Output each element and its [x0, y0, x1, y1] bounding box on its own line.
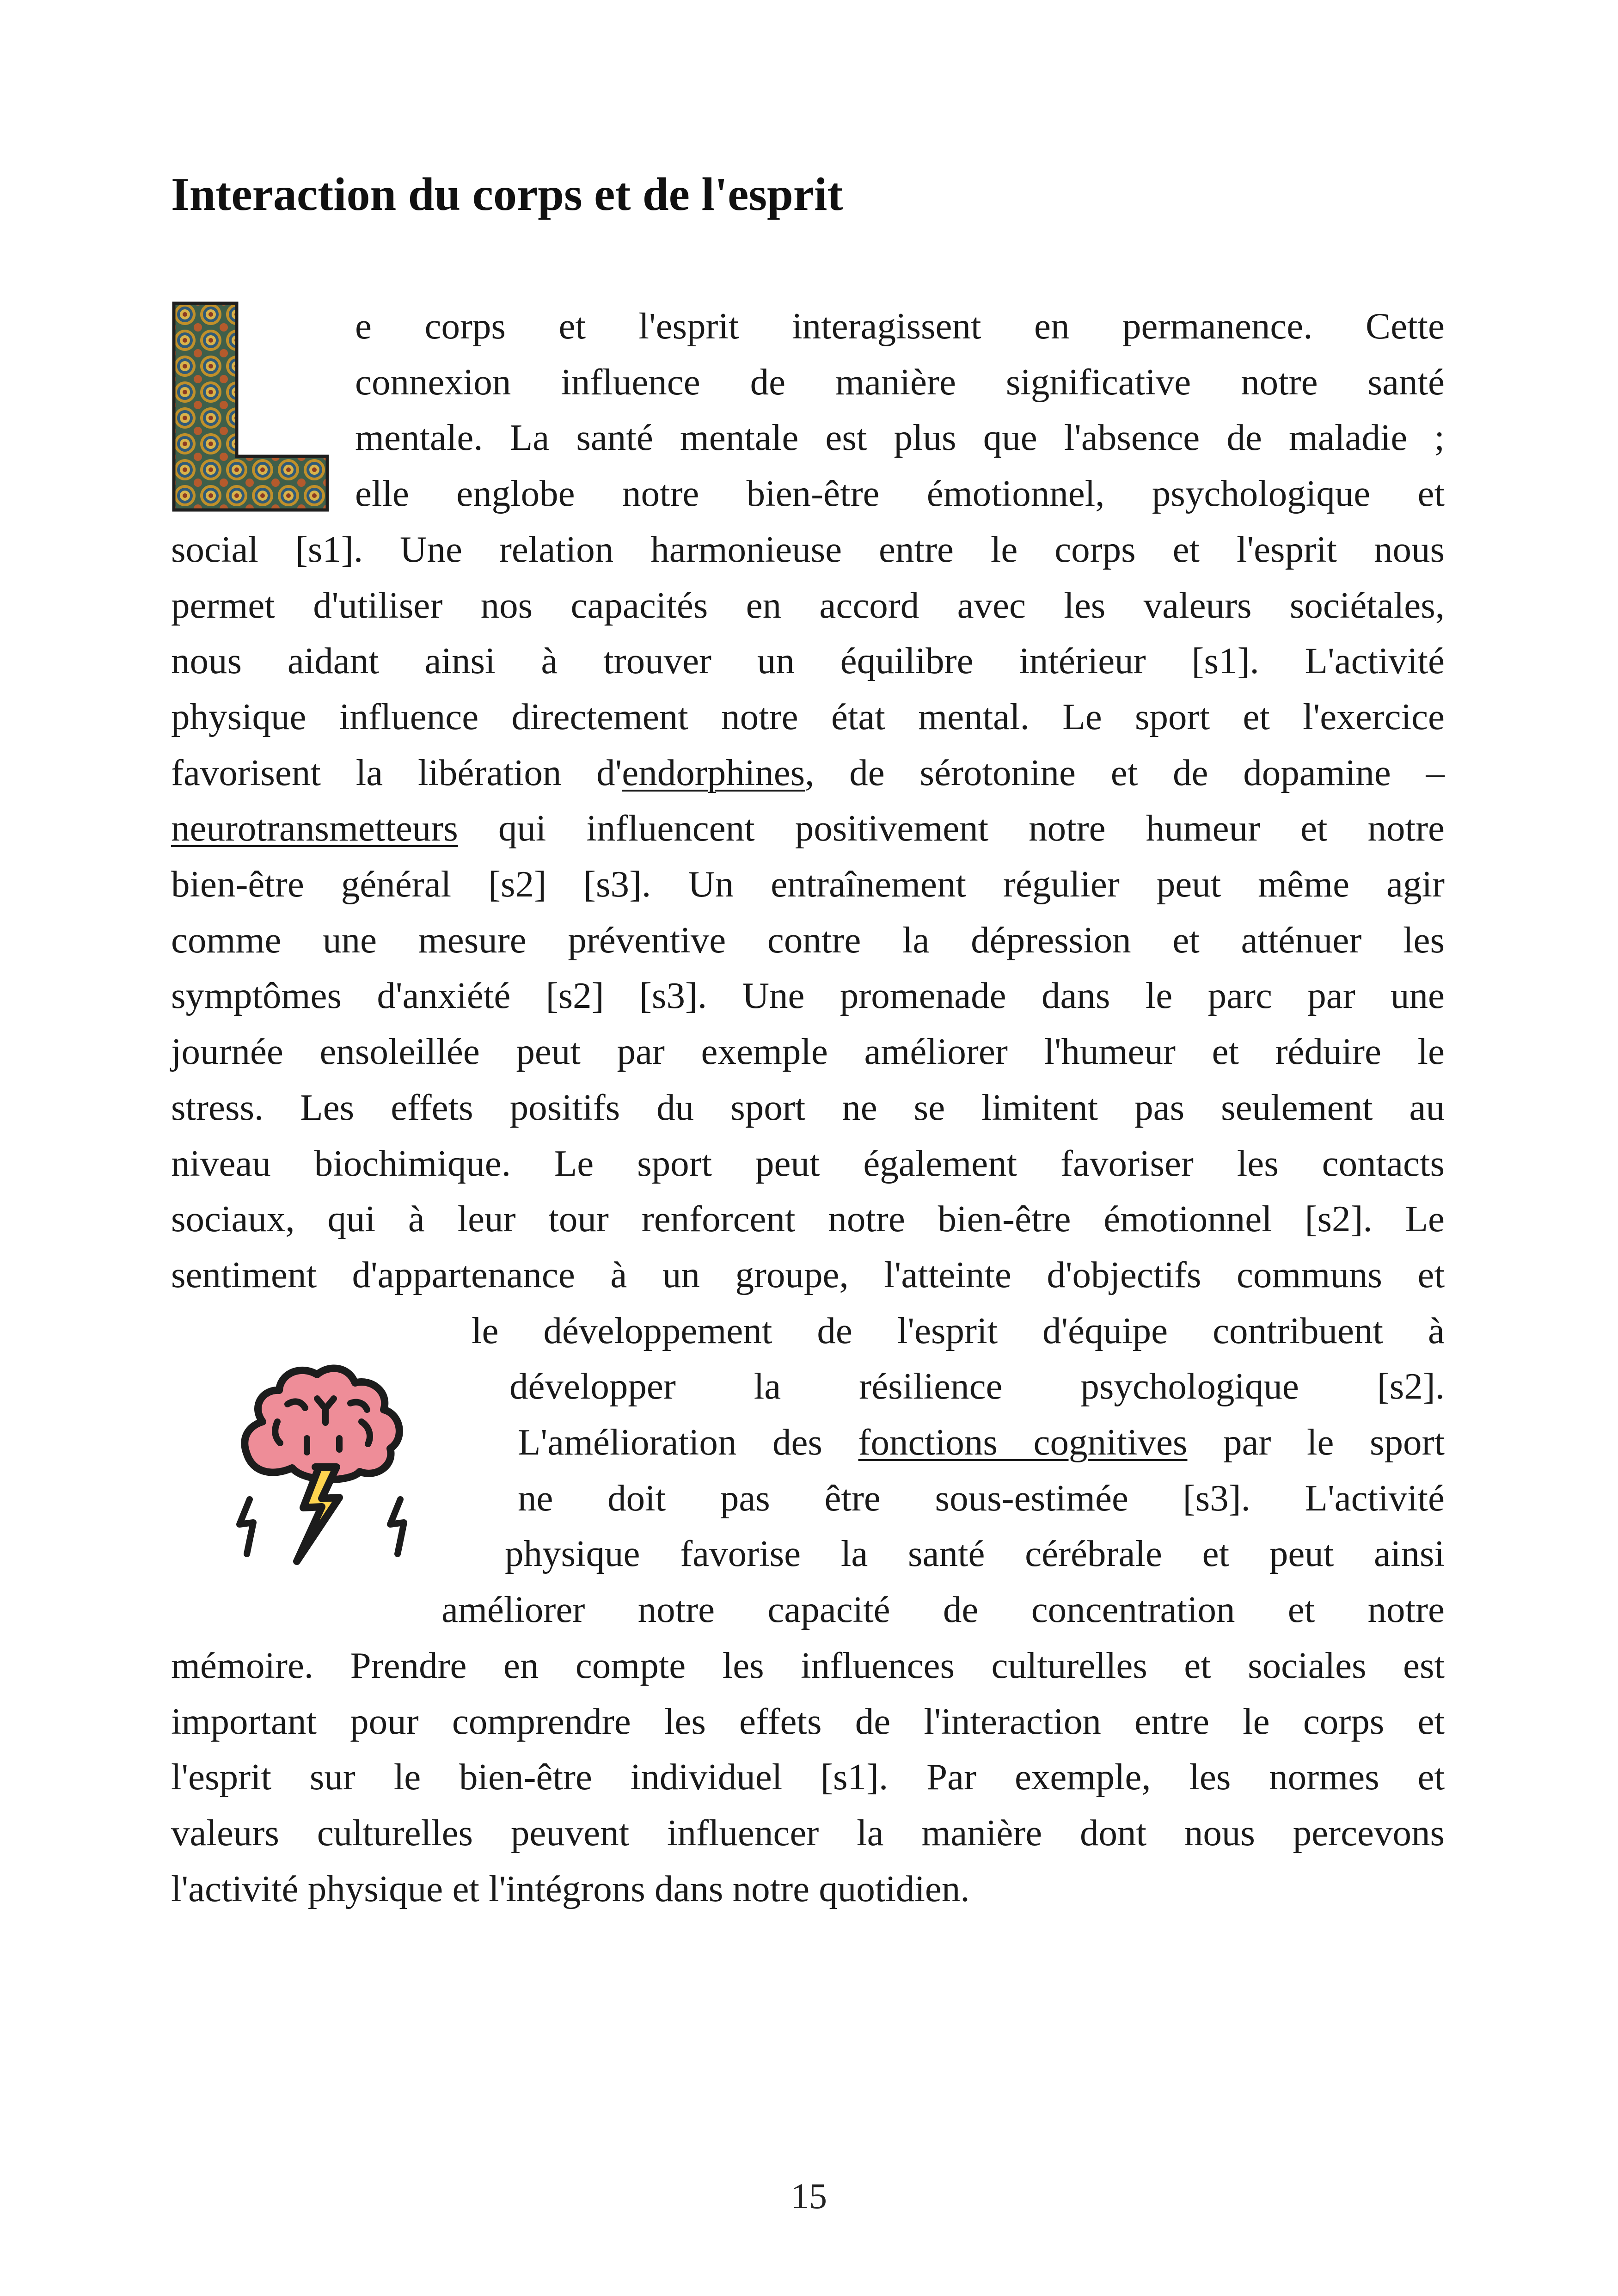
page-title: Interaction du corps et de l'esprit — [171, 168, 843, 221]
body-line — [171, 749, 1445, 796]
body-line — [171, 638, 1445, 684]
body-text-run: L'amélioration des — [518, 1421, 858, 1463]
body-line — [171, 805, 1445, 851]
body-text-run: améliorer notre capacité de concentration et notre — [441, 1589, 1445, 1630]
body-text-run: mentale. La santé mentale est plus que l'absence de maladie ; — [355, 417, 1445, 458]
body-text-run: développer la résilience psychologique [s2]. — [509, 1365, 1445, 1407]
body-text-run: e corps et l'esprit interagissent en permanence. Cette — [355, 305, 1445, 347]
body-line — [171, 1140, 1445, 1186]
body-text-run: social [s1]. Une relation harmonieuse entre le corps et l'esprit nous — [171, 528, 1445, 570]
body-line — [355, 303, 1445, 349]
body-text-run: le développement de l'esprit d'équipe contribuent à — [472, 1310, 1445, 1351]
body-text-run: comme une mesure préventive contre la dépression et atténuer les — [171, 919, 1445, 961]
body-text-run: favorisent la libération d' — [171, 752, 622, 793]
body-line — [518, 1419, 1445, 1465]
body-line — [171, 1028, 1445, 1074]
body-line — [171, 1810, 1445, 1856]
body-line — [171, 861, 1445, 907]
body-line — [171, 917, 1445, 963]
page-number: 15 — [791, 2176, 827, 2216]
body-text-run: physique favorise la santé cérébrale et peut ainsi — [505, 1533, 1445, 1574]
body-line — [171, 526, 1445, 572]
body-line — [171, 1698, 1445, 1744]
underlined-term: neurotransmetteurs — [171, 807, 458, 849]
body-text-run: niveau biochimique. Le sport peut également favoriser les contacts — [171, 1142, 1445, 1184]
body-line — [171, 972, 1445, 1019]
body-text-run: stress. Les effets positifs du sport ne se limitent pas seulement au — [171, 1087, 1445, 1128]
body-text-run: sentiment d'appartenance à un groupe, l'atteinte d'objectifs communs et — [171, 1254, 1445, 1295]
body-line — [171, 1642, 1445, 1688]
body-line — [355, 470, 1445, 516]
body-text-run: valeurs culturelles peuvent influencer la manière dont nous percevons — [171, 1812, 1445, 1854]
body-line — [171, 694, 1445, 740]
body-line — [171, 1252, 1445, 1298]
body-line — [509, 1363, 1445, 1409]
body-text-run: bien-être général [s2] [s3]. Un entraînement régulier peut même agir — [171, 863, 1445, 905]
body-text-run: nous aidant ainsi à trouver un équilibre intérieur [s1]. L'activité — [171, 640, 1445, 681]
body-text-run: journée ensoleillée peut par exemple améliorer l'humeur et réduire le — [171, 1031, 1445, 1072]
body-text-run: important pour comprendre les effets de l'interaction entre le corps et — [171, 1701, 1445, 1742]
body-text-run: qui influencent positivement notre humeur et notre — [458, 807, 1445, 849]
body-line — [441, 1586, 1445, 1633]
body-text-run: elle englobe notre bien-être émotionnel, psychologique et — [355, 473, 1445, 514]
body-line — [171, 1866, 1445, 1912]
body-text-run: , de sérotonine et de dopamine – — [805, 752, 1445, 793]
body-text-run: connexion influence de manière significative notre santé — [355, 361, 1445, 403]
body-line — [355, 359, 1445, 405]
body-text-run: sociaux, qui à leur tour renforcent notre bien-être émotionnel [s2]. Le — [171, 1198, 1445, 1240]
underlined-term: fonctions cognitives — [858, 1421, 1188, 1463]
body-line — [355, 414, 1445, 460]
body-line — [171, 1754, 1445, 1800]
body-text-run: l'esprit sur le bien-être individuel [s1]. Par exemple, les normes et — [171, 1756, 1445, 1798]
body-text-run: mémoire. Prendre en compte les influences culturelles et sociales est — [171, 1645, 1445, 1686]
body-text-run: l'activité physique et l'intégrons dans notre quotidien. — [171, 1868, 970, 1909]
body-text-run: physique influence directement notre état mental. Le sport et l'exercice — [171, 696, 1445, 737]
body-line — [171, 582, 1445, 628]
body-line — [518, 1475, 1445, 1521]
body-text-run: symptômes d'anxiété [s2] [s3]. Une promenade dans le parc par une — [171, 975, 1445, 1016]
body-line — [171, 1196, 1445, 1242]
body-line — [505, 1530, 1445, 1577]
body-line — [472, 1308, 1445, 1354]
body-text-run: ne doit pas être sous-estimée [s3]. L'activité — [518, 1477, 1445, 1519]
body-line — [171, 1084, 1445, 1130]
body-text-run: par le sport — [1187, 1421, 1445, 1463]
body-text-run: permet d'utiliser nos capacités en accord avec les valeurs sociétales, — [171, 584, 1445, 626]
underlined-term: endorphines — [622, 752, 805, 793]
